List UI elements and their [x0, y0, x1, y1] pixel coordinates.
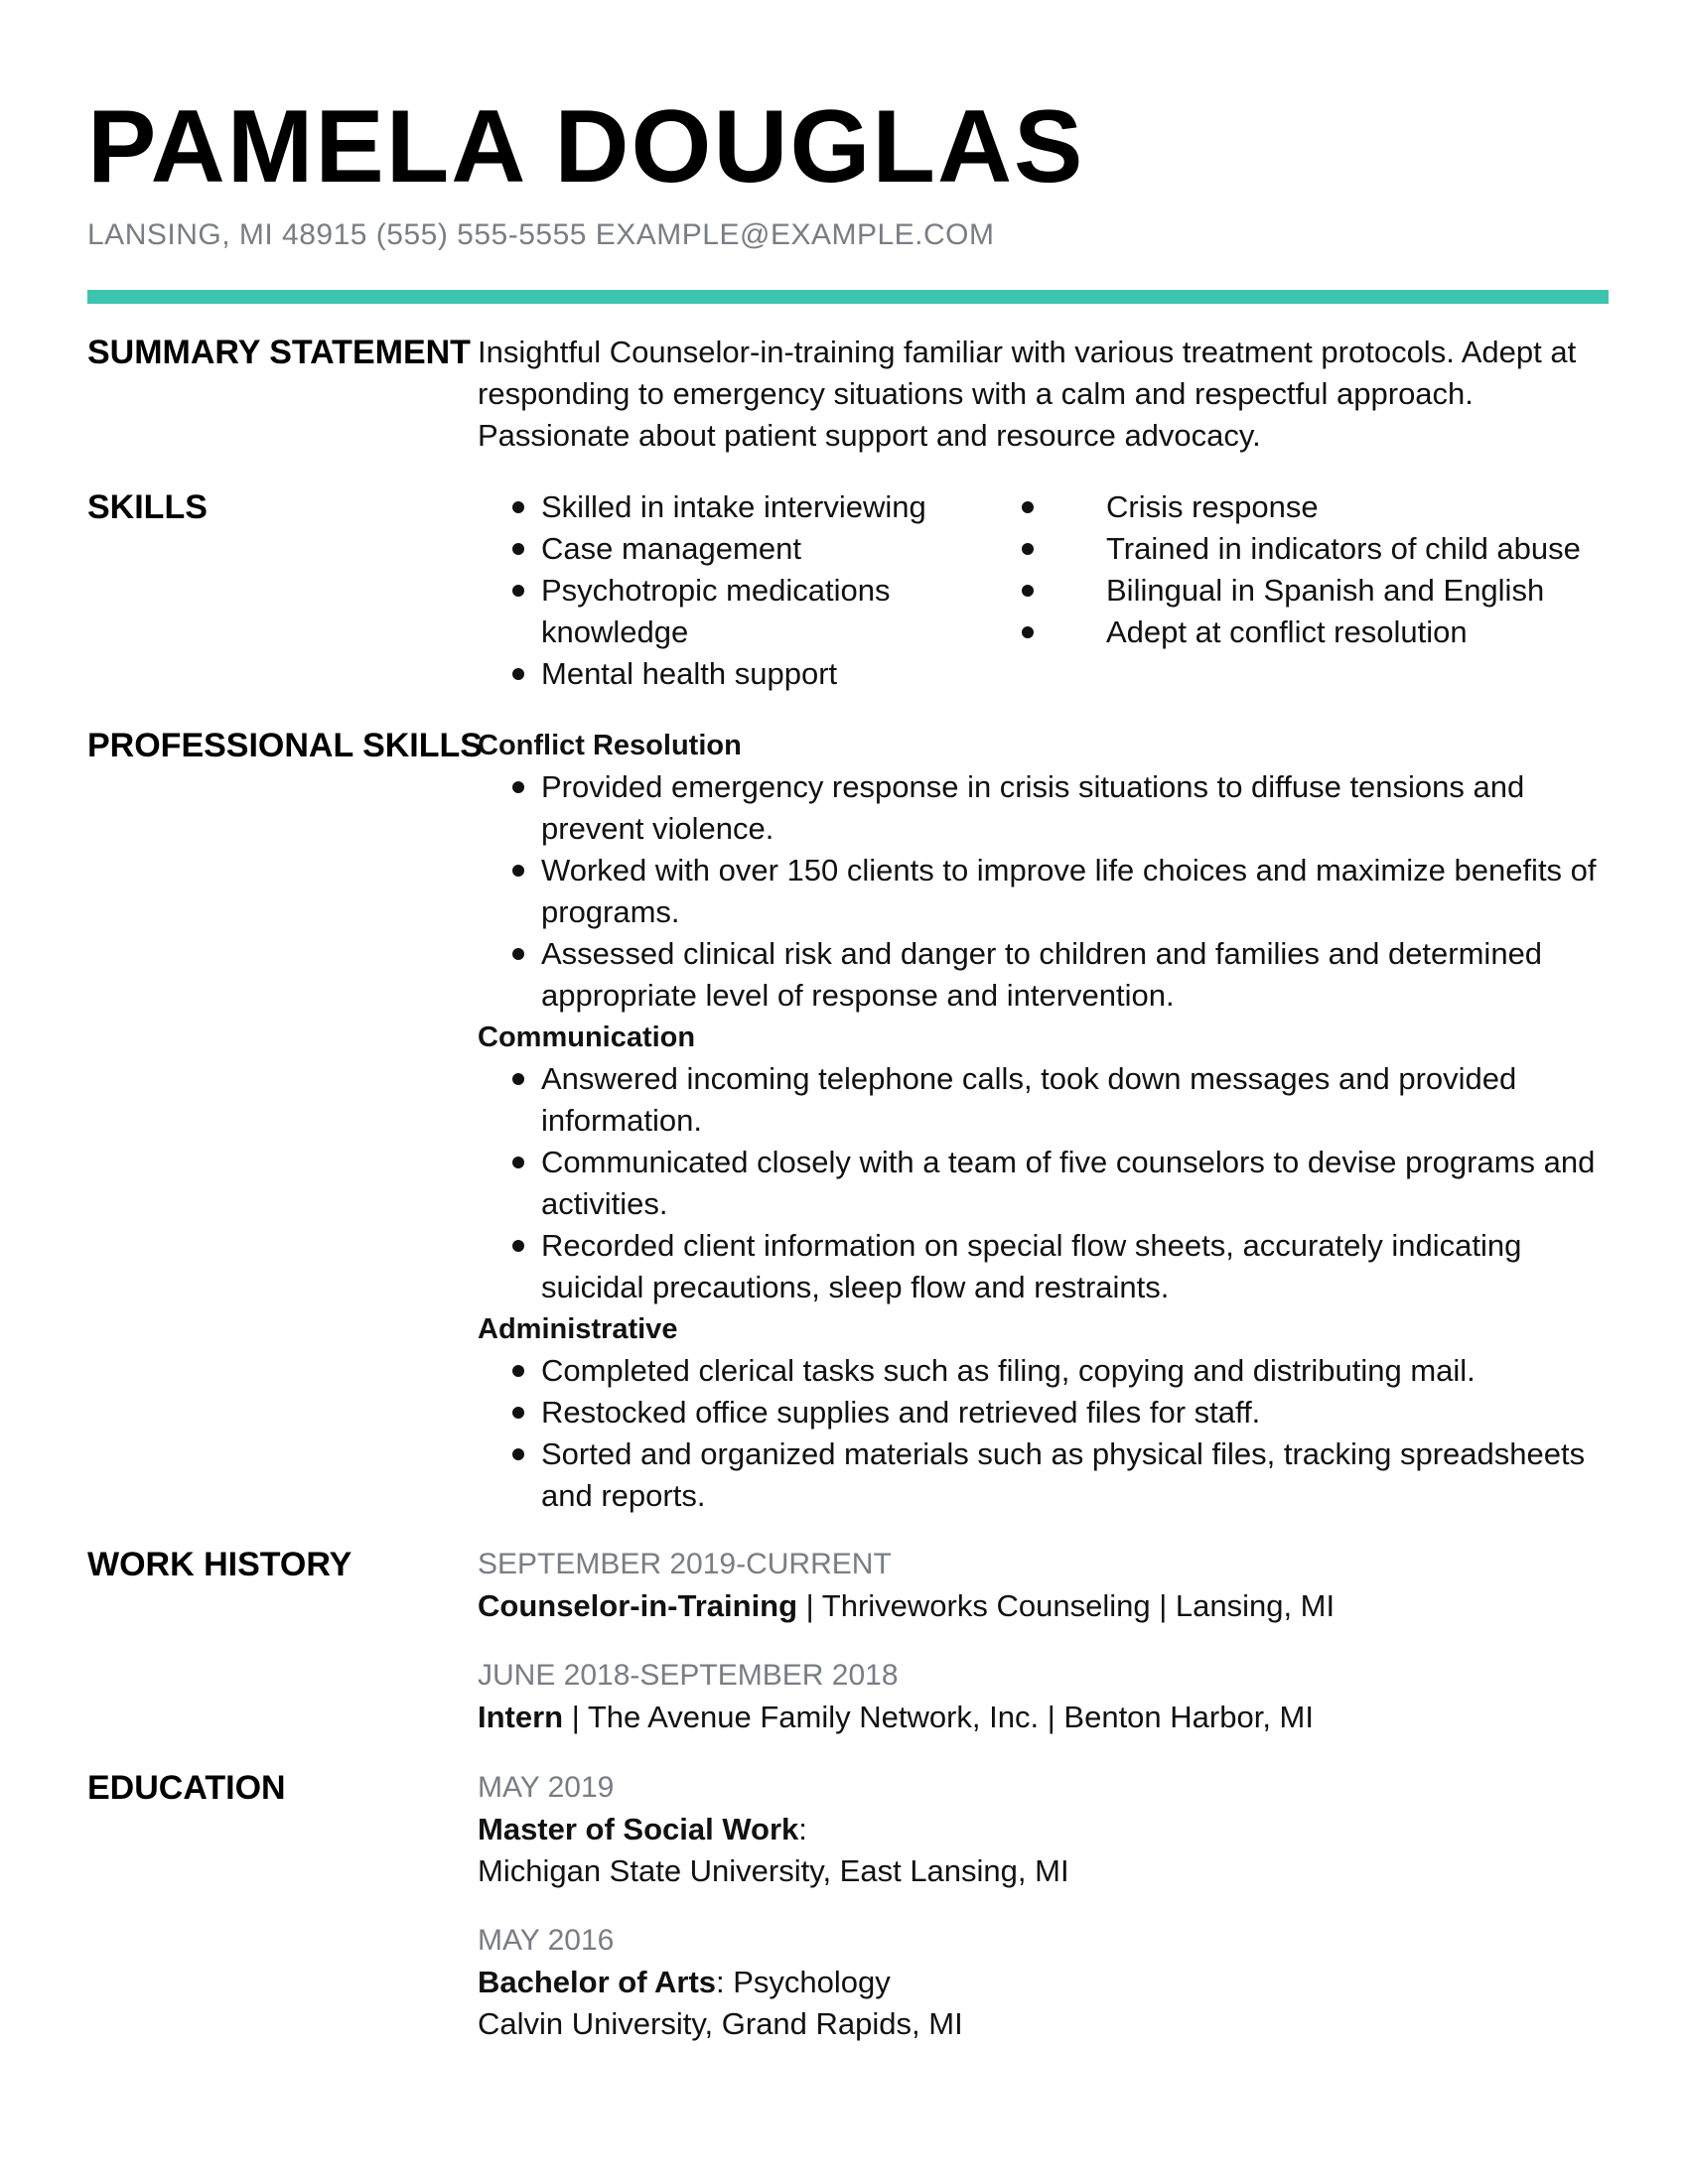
skill-item: Trained in indicators of child abuse — [1022, 528, 1585, 570]
school-line: Michigan State University, East Lansing, MI — [478, 1853, 1069, 1888]
list-item: Communicated closely with a team of five counselors to devise programs and activities. — [478, 1142, 1610, 1225]
job-details: | The Avenue Family Network, Inc. | Benton Harbor, MI — [563, 1700, 1314, 1734]
job-dates: JUNE 2018-SEPTEMBER 2018 — [478, 1659, 899, 1692]
summary-content — [478, 332, 1610, 457]
work-history-heading: WORK HISTORY — [87, 1546, 352, 1583]
degree-name: Bachelor of Arts — [478, 1965, 717, 1999]
list-item: Answered incoming telephone calls, took down messages and provided information. — [478, 1058, 1610, 1142]
professional-skills-content — [478, 725, 1610, 1517]
school-line: Calvin University, Grand Rapids, MI — [478, 2006, 963, 2041]
education-date: MAY 2016 — [478, 1924, 615, 1957]
list-item: Sorted and organized materials such as physical files, tracking spreadsheets and reports. — [478, 1433, 1610, 1517]
skill-item: Case management — [478, 528, 1041, 570]
skill-item: Adept at conflict resolution — [1022, 612, 1585, 653]
skill-group-list — [478, 1058, 1610, 1308]
skills-right-list — [1022, 486, 1585, 695]
skill-item: Psychotropic medications knowledge — [478, 570, 1041, 653]
contact-line: LANSING, MI 48915 (555) 555-5555 EXAMPLE@EXAMPLE.COM — [87, 218, 995, 251]
skills-heading: SKILLS — [87, 488, 208, 526]
skill-group-title: Conflict Resolution — [478, 730, 742, 761]
professional-skills-heading: PROFESSIONAL SKILLS — [87, 727, 483, 764]
skill-group-list — [478, 766, 1610, 1017]
list-item: Completed clerical tasks such as filing, copying and distributing mail. — [478, 1350, 1610, 1392]
job-details: | Thriveworks Counseling | Lansing, MI — [797, 1588, 1336, 1623]
skill-group-title: Administrative — [478, 1313, 678, 1345]
job-title: Intern — [478, 1700, 564, 1734]
candidate-name: PAMELA DOUGLAS — [87, 89, 1085, 205]
list-item: Recorded client information on special flow sheets, accurately indicating suicidal precautions, sleep flow and restraints. — [478, 1225, 1610, 1308]
list-item: Provided emergency response in crisis situations to diffuse tensions and prevent violence. — [478, 766, 1610, 850]
accent-divider — [87, 290, 1609, 304]
skills-left-list — [478, 486, 1041, 695]
list-item: Restocked office supplies and retrieved files for staff. — [478, 1392, 1610, 1433]
skill-group-list — [478, 1350, 1610, 1517]
summary-text: Insightful Counselor-in-training familiar with various treatment protocols. Adept at responding to emergency situations with a calm and respectful approach. Passionate about patient support and resource advocacy. — [478, 335, 1577, 453]
degree-field: : — [798, 1812, 807, 1846]
degree-name: Master of Social Work — [478, 1812, 799, 1846]
skill-item: Crisis response — [1022, 486, 1585, 528]
degree-line — [478, 1962, 1610, 2003]
degree-line — [478, 1809, 1610, 1850]
skill-item: Skilled in intake interviewing — [478, 486, 1041, 528]
skill-item: Mental health support — [478, 653, 1041, 695]
education-heading: EDUCATION — [87, 1769, 286, 1807]
job-title: Counselor-in-Training — [478, 1588, 798, 1623]
job-line — [478, 1697, 1610, 1738]
education-date: MAY 2019 — [478, 1771, 615, 1804]
degree-field: : Psychology — [716, 1965, 891, 1999]
list-item: Assessed clinical risk and danger to children and families and determined appropriate level of response and intervention. — [478, 933, 1610, 1017]
work-history-content — [478, 1544, 1610, 1738]
job-dates: SEPTEMBER 2019-CURRENT — [478, 1548, 892, 1580]
skill-item: Bilingual in Spanish and English — [1022, 570, 1585, 612]
list-item: Worked with over 150 clients to improve life choices and maximize benefits of programs. — [478, 850, 1610, 933]
job-line — [478, 1585, 1610, 1627]
skill-group-title: Communication — [478, 1022, 696, 1053]
education-content — [478, 1767, 1610, 2045]
skills-content — [478, 486, 1610, 695]
summary-heading: SUMMARY STATEMENT — [87, 334, 471, 371]
